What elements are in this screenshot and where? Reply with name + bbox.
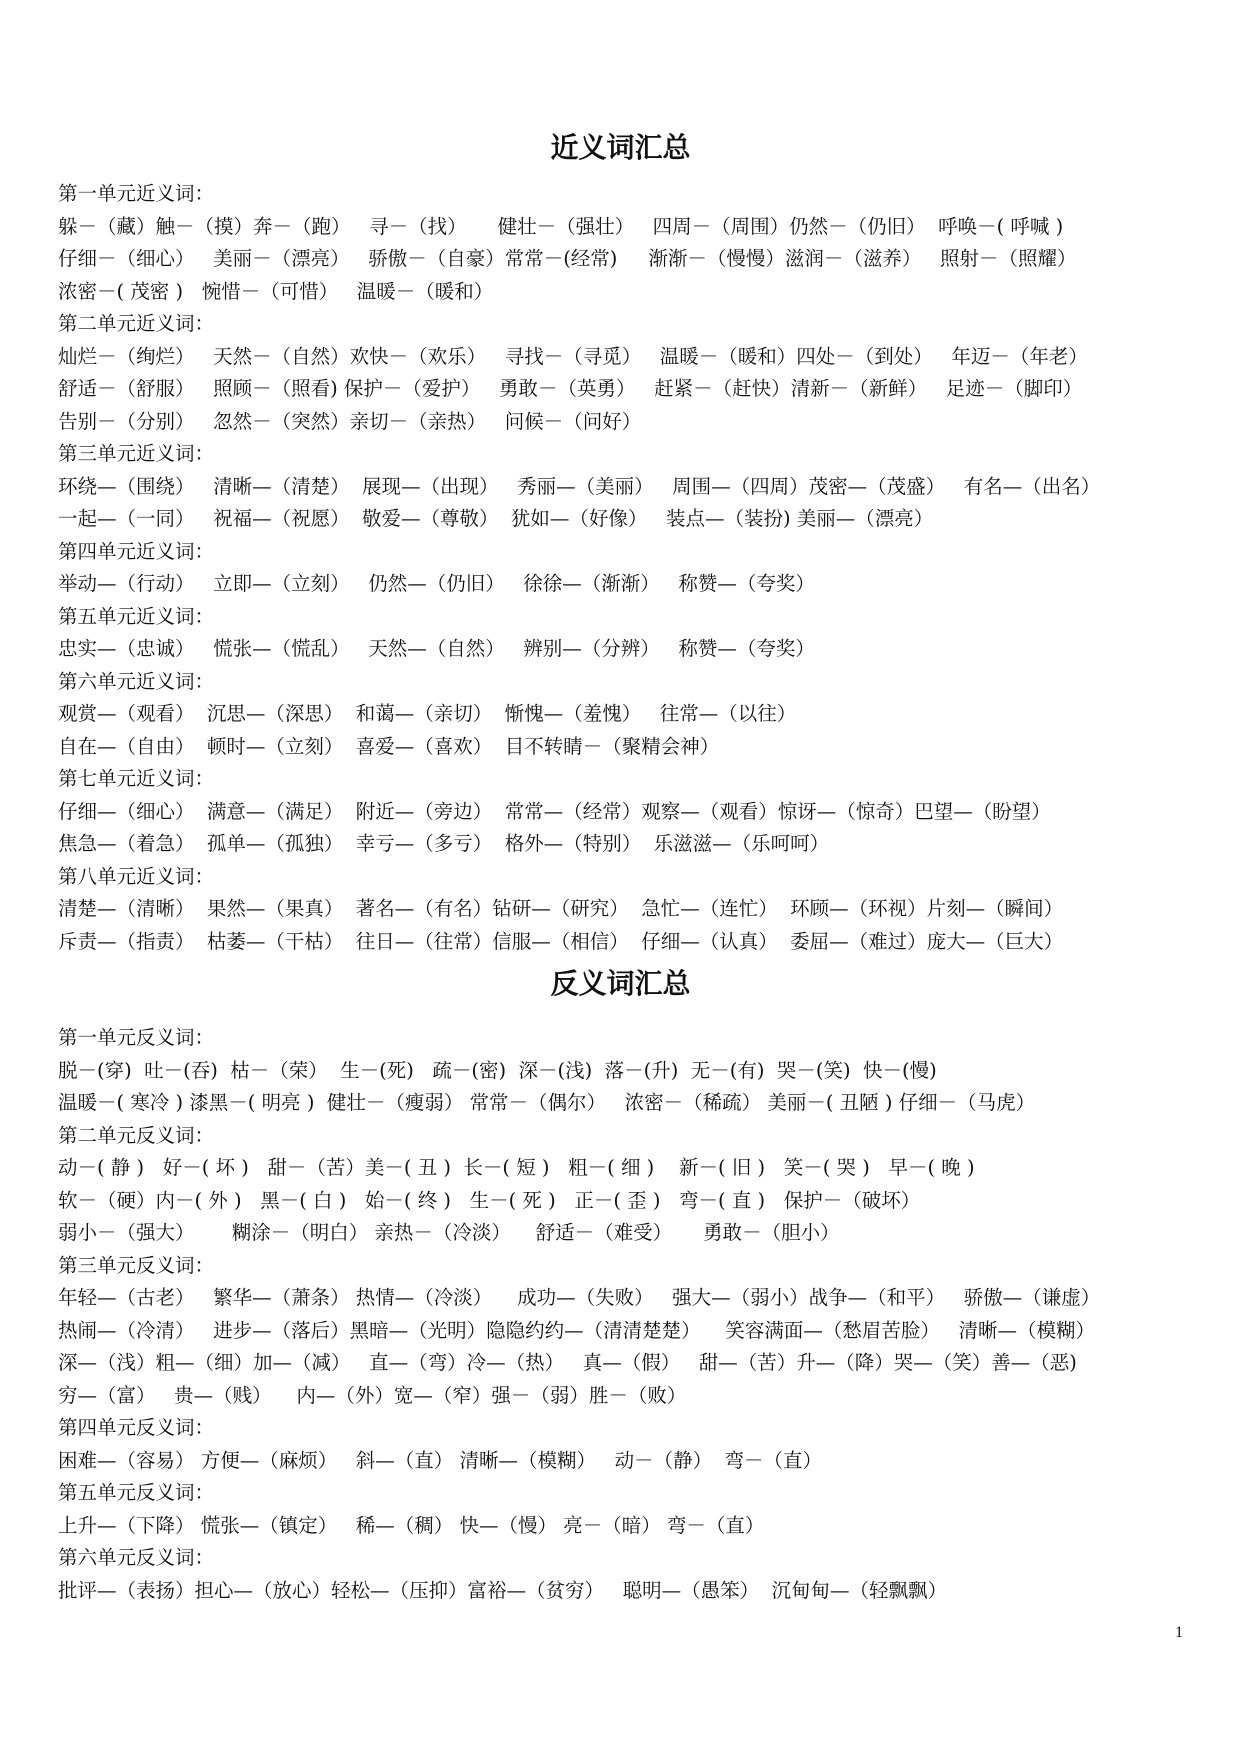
synonyms-line: 第五单元近义词： [58,604,215,628]
synonyms-line: 告别－（分别） 忽然－（突然）亲切－（亲热） 问候－（问好） [58,409,642,433]
antonyms-line: 第三单元反义词： [58,1253,215,1277]
synonyms-line: 环绕—（围绕） 清晰—（清楚） 展现—（出现） 秀丽—（美丽） 周围—（四周）茂密—（茂盛） 有名—（出名） [58,474,1101,498]
antonyms-line: 上升—（下降） 慌张—（镇定） 稀—（稠） 快—（慢） 亮－（暗） 弯－（直） [58,1513,765,1537]
synonyms-line: 仔细—（细心） 满意—（满足） 附近—（旁边） 常常—（经常）观察—（观看）惊讶—（惊奇）巴望—（盼望） [58,799,1051,823]
synonyms-line: 第二单元近义词： [58,312,215,335]
synonyms-line: 躲－（藏）触－（摸）奔－（跑） 寻－（找） 健壮－（强壮） 四周－（周围）仍然－（仍旧） 呼唤－( 呼喊 ) [58,214,1064,238]
antonyms-section [58,1022,1208,1607]
antonyms-line: 困难—（容易） 方便—（麻烦） 斜—（直） 清晰—（模糊） 动－（静） 弯－（直） [58,1448,822,1472]
synonyms-line: 清楚—（清晰） 果然—（果真） 著名—（有名）钻研—（研究） 急忙—（连忙） 环顾—（环视）片刻—（瞬间） [58,897,1064,920]
synonyms-title: 近义词汇总 [550,131,691,164]
antonyms-title: 反义词汇总 [550,967,691,1000]
antonyms-line: 温暖－( 寒冷 ) 漆黑－( 明亮 ) 健壮－（瘦弱） 常常－（偶尔） 浓密－（稀疏） 美丽－( 丑陋 ) 仔细－（马虎） [58,1091,1036,1114]
antonyms-line: 穷—（富） 贵—（贱） 内—（外）宽—（窄）强－（弱）胜－（败） [58,1383,687,1407]
synonyms-line: 灿烂－（绚烂） 天然－（自然）欢快－（欢乐） 寻找－（寻觅） 温暖－（暖和）四处－（到处） 年迈－（年老） [58,344,1088,368]
synonyms-line: 第三单元近义词： [58,442,215,465]
antonyms-line: 第六单元反义词： [58,1546,215,1569]
synonyms-line: 第一单元近义词： [58,182,215,205]
synonyms-section [58,178,1208,958]
synonyms-line: 浓密－( 茂密 ) 惋惜－（可惜） 温暖－（暖和） [58,279,494,303]
antonyms-line: 脱－(穿) 吐－(吞) 枯－（荣） 生－(死) 疏－(密) 深－(浅) 落－(升) 无－(有) 哭－(笑) 快－(慢) [58,1058,937,1082]
antonyms-line: 第一单元反义词： [58,1026,215,1049]
synonyms-line: 第四单元近义词： [58,539,215,563]
antonyms-line: 弱小－（强大） 糊涂－（明白） 亲热－（冷淡） 舒适－（难受） 勇敢－（胆小） [58,1221,840,1244]
antonyms-line: 软－（硬）内－( 外 ) 黑－( 白 ) 始－( 终 ) 生－( 死 ) 正－( 歪 ) 弯－( 直 ) 保护－（破坏） [58,1188,921,1212]
synonyms-line: 第六单元近义词： [58,669,215,693]
antonyms-line: 热闹—（冷清） 进步—（落后）黑暗—（光明）隐隐约约—（清清楚楚） 笑容满面—（愁眉苦脸） 清晰—（模糊） [58,1318,1095,1342]
synonyms-line: 焦急—（着急） 孤单—（孤独） 幸亏—（多亏） 格外—（特别） 乐滋滋—（乐呵呵） [58,832,830,855]
synonyms-line: 第七单元近义词： [58,767,215,790]
synonyms-line: 一起—（一同） 祝福—（祝愿） 敬爱—（尊敬） 犹如—（好像） 装点—（装扮) 美丽—（漂亮） [58,507,934,530]
antonyms-line: 深—（浅）粗—（细）加—（减） 直—（弯）冷—（热） 真—（假） 甜—（苦）升—（降）哭—（笑）善—（恶) [58,1351,1077,1374]
antonyms-line: 第二单元反义词： [58,1123,215,1147]
synonyms-line: 舒适－（舒服） 照顾－（照看) 保护－（爱护） 勇敢－（英勇） 赶紧－（赶快）清新－（新鲜） 足迹－（脚印） [58,377,1083,400]
synonyms-line: 举动—（行动） 立即—（立刻） 仍然—（仍旧） 徐徐—（渐渐） 称赞—（夸奖） [58,572,815,595]
synonyms-line: 自在—（自由） 顿时—（立刻） 喜爱—（喜欢） 目不转睛－（聚精会神） [58,734,720,758]
antonyms-line: 第四单元反义词： [58,1416,215,1439]
antonyms-line: 年轻—（古老） 繁华—（萧条） 热情—（冷淡） 成功—（失败） 强大—（弱小）战争—（和平） 骄傲—（谦虚） [58,1286,1101,1309]
synonyms-line: 仔细－（细心） 美丽－（漂亮） 骄傲－（自豪）常常－(经常) 渐渐－（慢慢）滋润－（滋养） 照射－（照耀） [58,247,1077,270]
synonyms-line: 第八单元近义词： [58,864,215,888]
synonyms-line: 忠实—（忠诚） 慌张—（慌乱） 天然—（自然） 辨别—（分辨） 称赞—（夸奖） [58,637,815,660]
antonyms-line: 批评—（表扬）担心—（放心）轻松—（压抑）富裕—（贫穷） 聪明—（愚笨） 沉甸甸—（轻飘飘） [58,1578,947,1602]
antonyms-line: 第五单元反义词： [58,1481,215,1504]
antonyms-line: 动－( 静 ) 好－( 坏 ) 甜－（苦）美－( 丑 ) 长－( 短 ) 粗－( 细 ) 新－( 旧 ) 笑－( 哭 ) 早－( 晚 ) [58,1156,975,1179]
synonyms-line: 观赏—（观看） 沉思—（深思） 和蔼—（亲切） 惭愧—（羞愧） 往常—（以往） [58,702,797,725]
page-number: 1 [1175,1624,1183,1641]
synonyms-line: 斥责—（指责） 枯萎—（干枯） 往日—（往常）信服—（相信） 仔细—（认真） 委屈—（难过）庞大—（巨大） [58,929,1064,953]
